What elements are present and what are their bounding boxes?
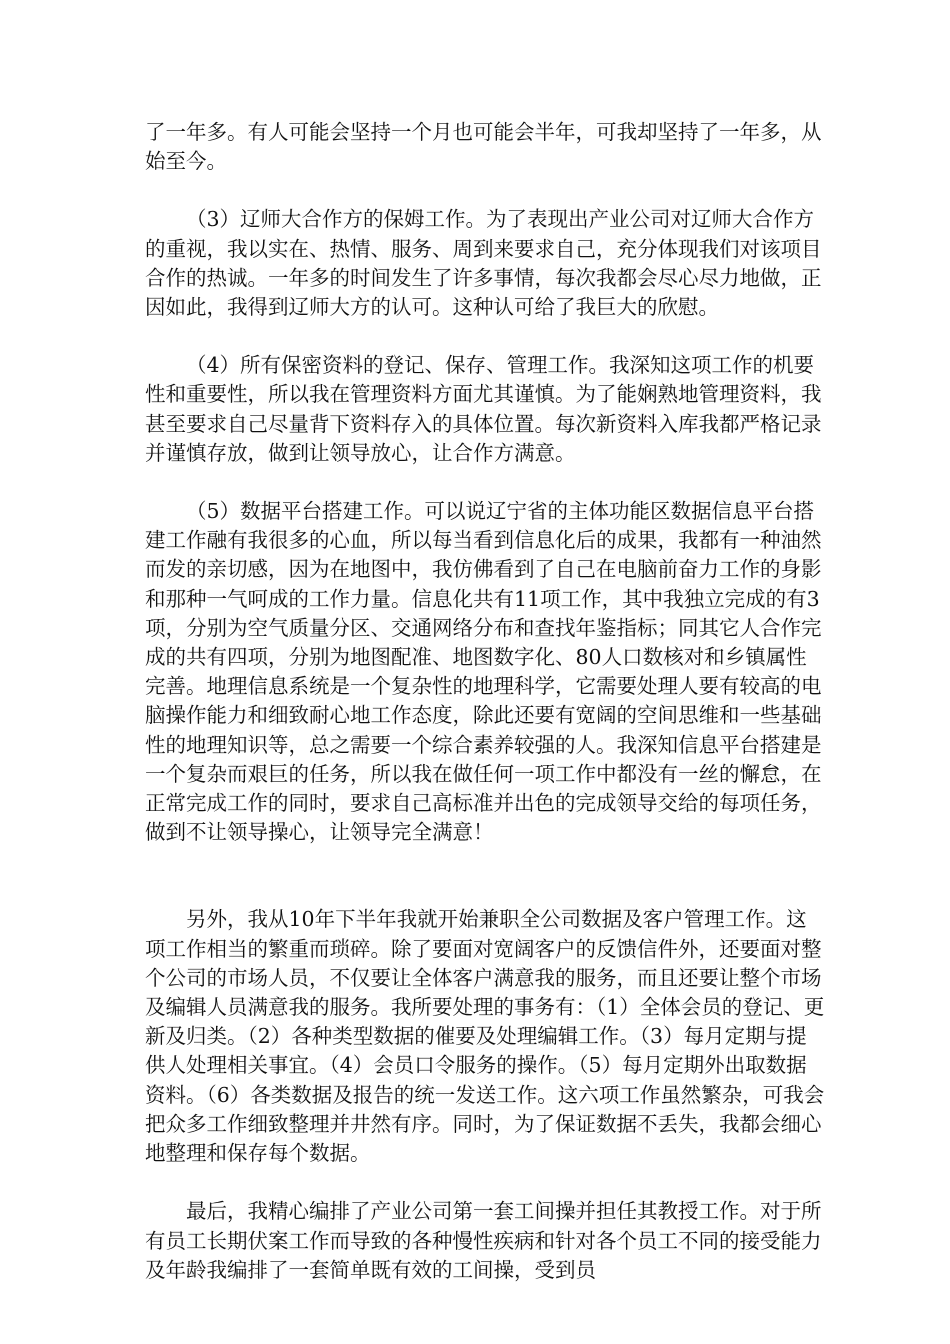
paragraph-item-3: （3）辽师大合作方的保姆工作。为了表现出产业公司对辽师大合作方的重视，我以实在、热情、服务、周到来要求自己，充分体现我们对该项目合作的热诚。一年多的时间发生了许多事情，每次我都会尽心尽力地做，正因如此，我得到辽师大方的认可。这种认可给了我巨大的欣慰。	[145, 207, 822, 320]
paragraph-item-5: （5）数据平台搭建工作。可以说辽宁省的主体功能区数据信息平台搭建工作融有我很多的心血，所以每当看到信息化后的成果，我都有一种油然而发的亲切感，因为在地图中，我仿佛看到了自己在电脑前奋力工作的身影和那种一气呵成的工作力量。信息化共有11项工作，其中我独立完成的有3项，分别为空气质量分区、交通网络分布和查找年鉴指标；同其它人合作完成的共有四项，分别为地图配准、地图数字化、80人口数核对和乡镇属性完善。地理信息系统是一个复杂性的地理科学，它需要处理人要有较高的电脑操作能力和细致耐心地工作态度，除此还要有宽阔的空间思维和一些基础性的地理知识等，总之需要一个综合素养较强的人。我深知信息平台搭建是一个复杂而艰巨的任务，所以我在做任何一项工作中都没有一丝的懈怠，在正常完成工作的同时，要求自己高标准并出色的完成领导交给的每项任务，做到不让领导操心，让领导完全满意！	[145, 499, 822, 845]
document-body	[145, 118, 825, 1285]
paragraph-finally: 最后，我精心编排了产业公司第一套工间操并担任其教授工作。对于所有员工长期伏案工作而导致的各种慢性疾病和针对各个员工不同的接受能力及年龄我编排了一套简单既有效的工间操，受到员	[145, 1199, 822, 1282]
paragraph-item-4: （4）所有保密资料的登记、保存、管理工作。我深知这项工作的机要性和重要性，所以我在管理资料方面尤其谨慎。为了能娴熟地管理资料，我甚至要求自己尽量背下资料存入的具体位置。每次新资料入库我都严格记录并谨慎存放，做到让领导放心，让合作方满意。	[145, 353, 822, 465]
paragraph-additionally: 另外，我从10年下半年我就开始兼职全公司数据及客户管理工作。这项工作相当的繁重而琐碎。除了要面对宽阔客户的反馈信件外，还要面对整个公司的市场人员，不仅要让全体客户满意我的服务，而且还要让整个市场及编辑人员满意我的服务。我所要处理的事务有：（1）全体会员的登记、更新及归类。（2）各种类型数据的催要及处理编辑工作。（3）每月定期与提供人处理相关事宜。（4）会员口令服务的操作。（5）每月定期外出取数据资料。（6）各类数据及报告的统一发送工作。这六项工作虽然繁杂，可我会把众多工作细致整理并井然有序。同时，为了保证数据不丢失，我都会细心地整理和保存每个数据。	[145, 907, 825, 1166]
paragraph-continued: 了一年多。有人可能会坚持一个月也可能会半年，可我却坚持了一年多，从始至今。	[145, 120, 822, 174]
